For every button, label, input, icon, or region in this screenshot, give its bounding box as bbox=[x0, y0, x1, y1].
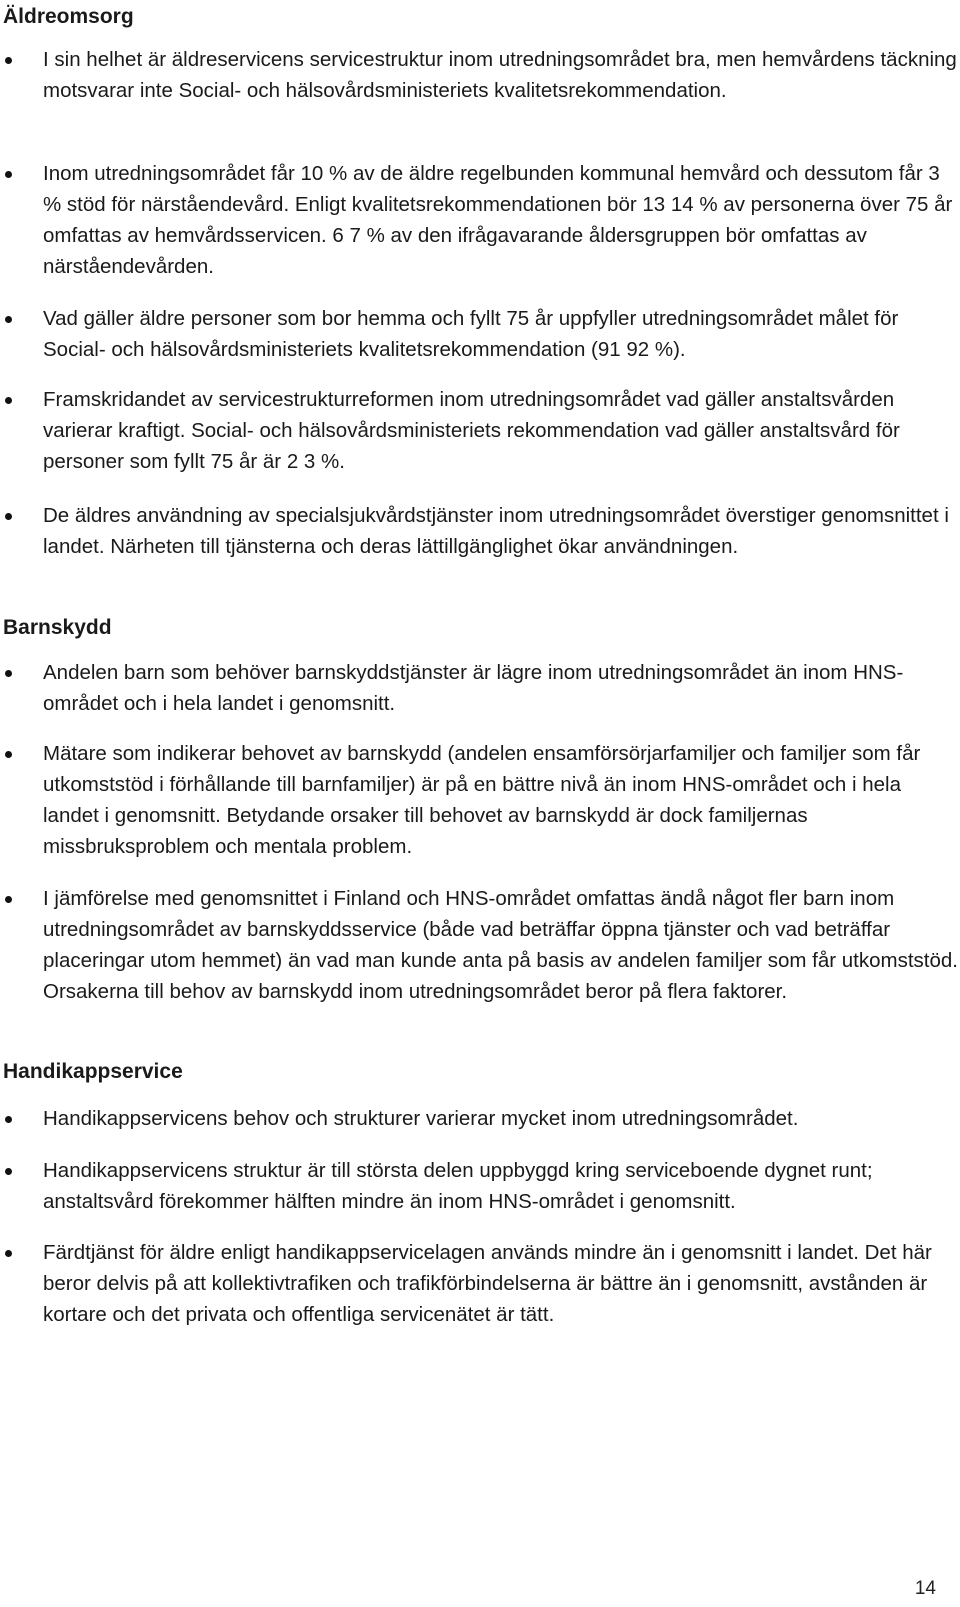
bullet-icon bbox=[5, 1250, 12, 1257]
section-heading: Handikappservice bbox=[3, 1060, 183, 1083]
bullet-icon bbox=[5, 1116, 12, 1123]
list-item-text: Andelen barn som behöver barnskyddstjänster är lägre inom utredningsområdet än inom HNS-området och i hela landet i genomsnitt. bbox=[43, 661, 904, 715]
bullet-icon bbox=[5, 57, 12, 64]
list-item-text: Handikappservicens struktur är till största delen uppbyggd kring serviceboende dygnet runt; anstaltsvård förekommer hälften mindre än inom HNS-området i genomsnitt. bbox=[43, 1159, 873, 1213]
section-heading: Barnskydd bbox=[3, 616, 112, 639]
bullet-icon bbox=[5, 397, 12, 404]
list-item-text: Mätare som indikerar behovet av barnskydd (andelen ensamförsörjarfamiljer och familjer som får utkomststöd i förhållande till barnfamiljer) är på en bättre nivå än inom HNS-området och i hela landet i genomsnitt. Betydande orsaker till behovet av barnskydd är dock familjernas missbruksproblem och mentala problem. bbox=[43, 742, 921, 858]
list-item-text: Inom utredningsområdet får 10 % av de äldre regelbunden kommunal hemvård och dessutom får 3 % stöd för närståendevård. Enligt kvalitetsrekommendationen bör 13 14 % av personerna över 75 år omfattas av hemvårdsservicen. 6 7 % av den ifrågavarande åldersgruppen bör omfattas av närståendevården. bbox=[43, 162, 953, 278]
list-item-text: Handikappservicens behov och strukturer varierar mycket inom utredningsområdet. bbox=[43, 1107, 799, 1130]
bullet-icon bbox=[5, 513, 12, 520]
bullet-icon bbox=[5, 670, 12, 677]
list-item-text: De äldres användning av specialsjukvårdstjänster inom utredningsområdet överstiger genomsnittet i landet. Närheten till tjänsterna och deras lättillgänglighet ökar användningen. bbox=[43, 504, 949, 558]
list-item-text: I jämförelse med genomsnittet i Finland och HNS-området omfattas ändå något fler barn inom utredningsområdet av barnskyddsservice (både vad beträffar öppna tjänster och vad beträffar placeringar utom hemmet) än vad man kunde anta på basis av andelen familjer som får utkomststöd. Orsakerna till behov av barnskydd inom utredningsområdet beror på flera faktorer. bbox=[43, 887, 958, 1003]
list-item-text: Vad gäller äldre personer som bor hemma och fyllt 75 år uppfyller utredningsområdet målet för Social- och hälsovårdsministeriets kvalitetsrekommendation (91 92 %). bbox=[43, 307, 899, 361]
bullet-icon bbox=[5, 896, 12, 903]
section-heading: Äldreomsorg bbox=[3, 5, 134, 28]
bullet-icon bbox=[5, 1168, 12, 1175]
list-item-text: Färdtjänst för äldre enligt handikappservicelagen används mindre än i genomsnitt i landet. Det här beror delvis på att kollektivtrafiken och trafikförbindelserna är bättre än i genomsnitt, avstånden är kortare och det privata och offentliga servicenätet är tätt. bbox=[43, 1241, 932, 1326]
bullet-icon bbox=[5, 751, 12, 758]
list-item-text: Framskridandet av servicestrukturreformen inom utredningsområdet vad gäller anstaltsvården varierar kraftigt. Social- och hälsovårdsministeriets rekommendation vad gäller anstaltsvård för personer som fyllt 75 år är 2 3 %. bbox=[43, 388, 900, 473]
bullet-icon bbox=[5, 171, 12, 178]
bullet-icon bbox=[5, 316, 12, 323]
list-item-text: I sin helhet är äldreservicens servicestruktur inom utredningsområdet bra, men hemvårdens täckning motsvarar inte Social- och hälsovårdsministeriets kvalitetsrekommendation. bbox=[43, 48, 957, 102]
page-number: 14 bbox=[914, 1578, 936, 1599]
